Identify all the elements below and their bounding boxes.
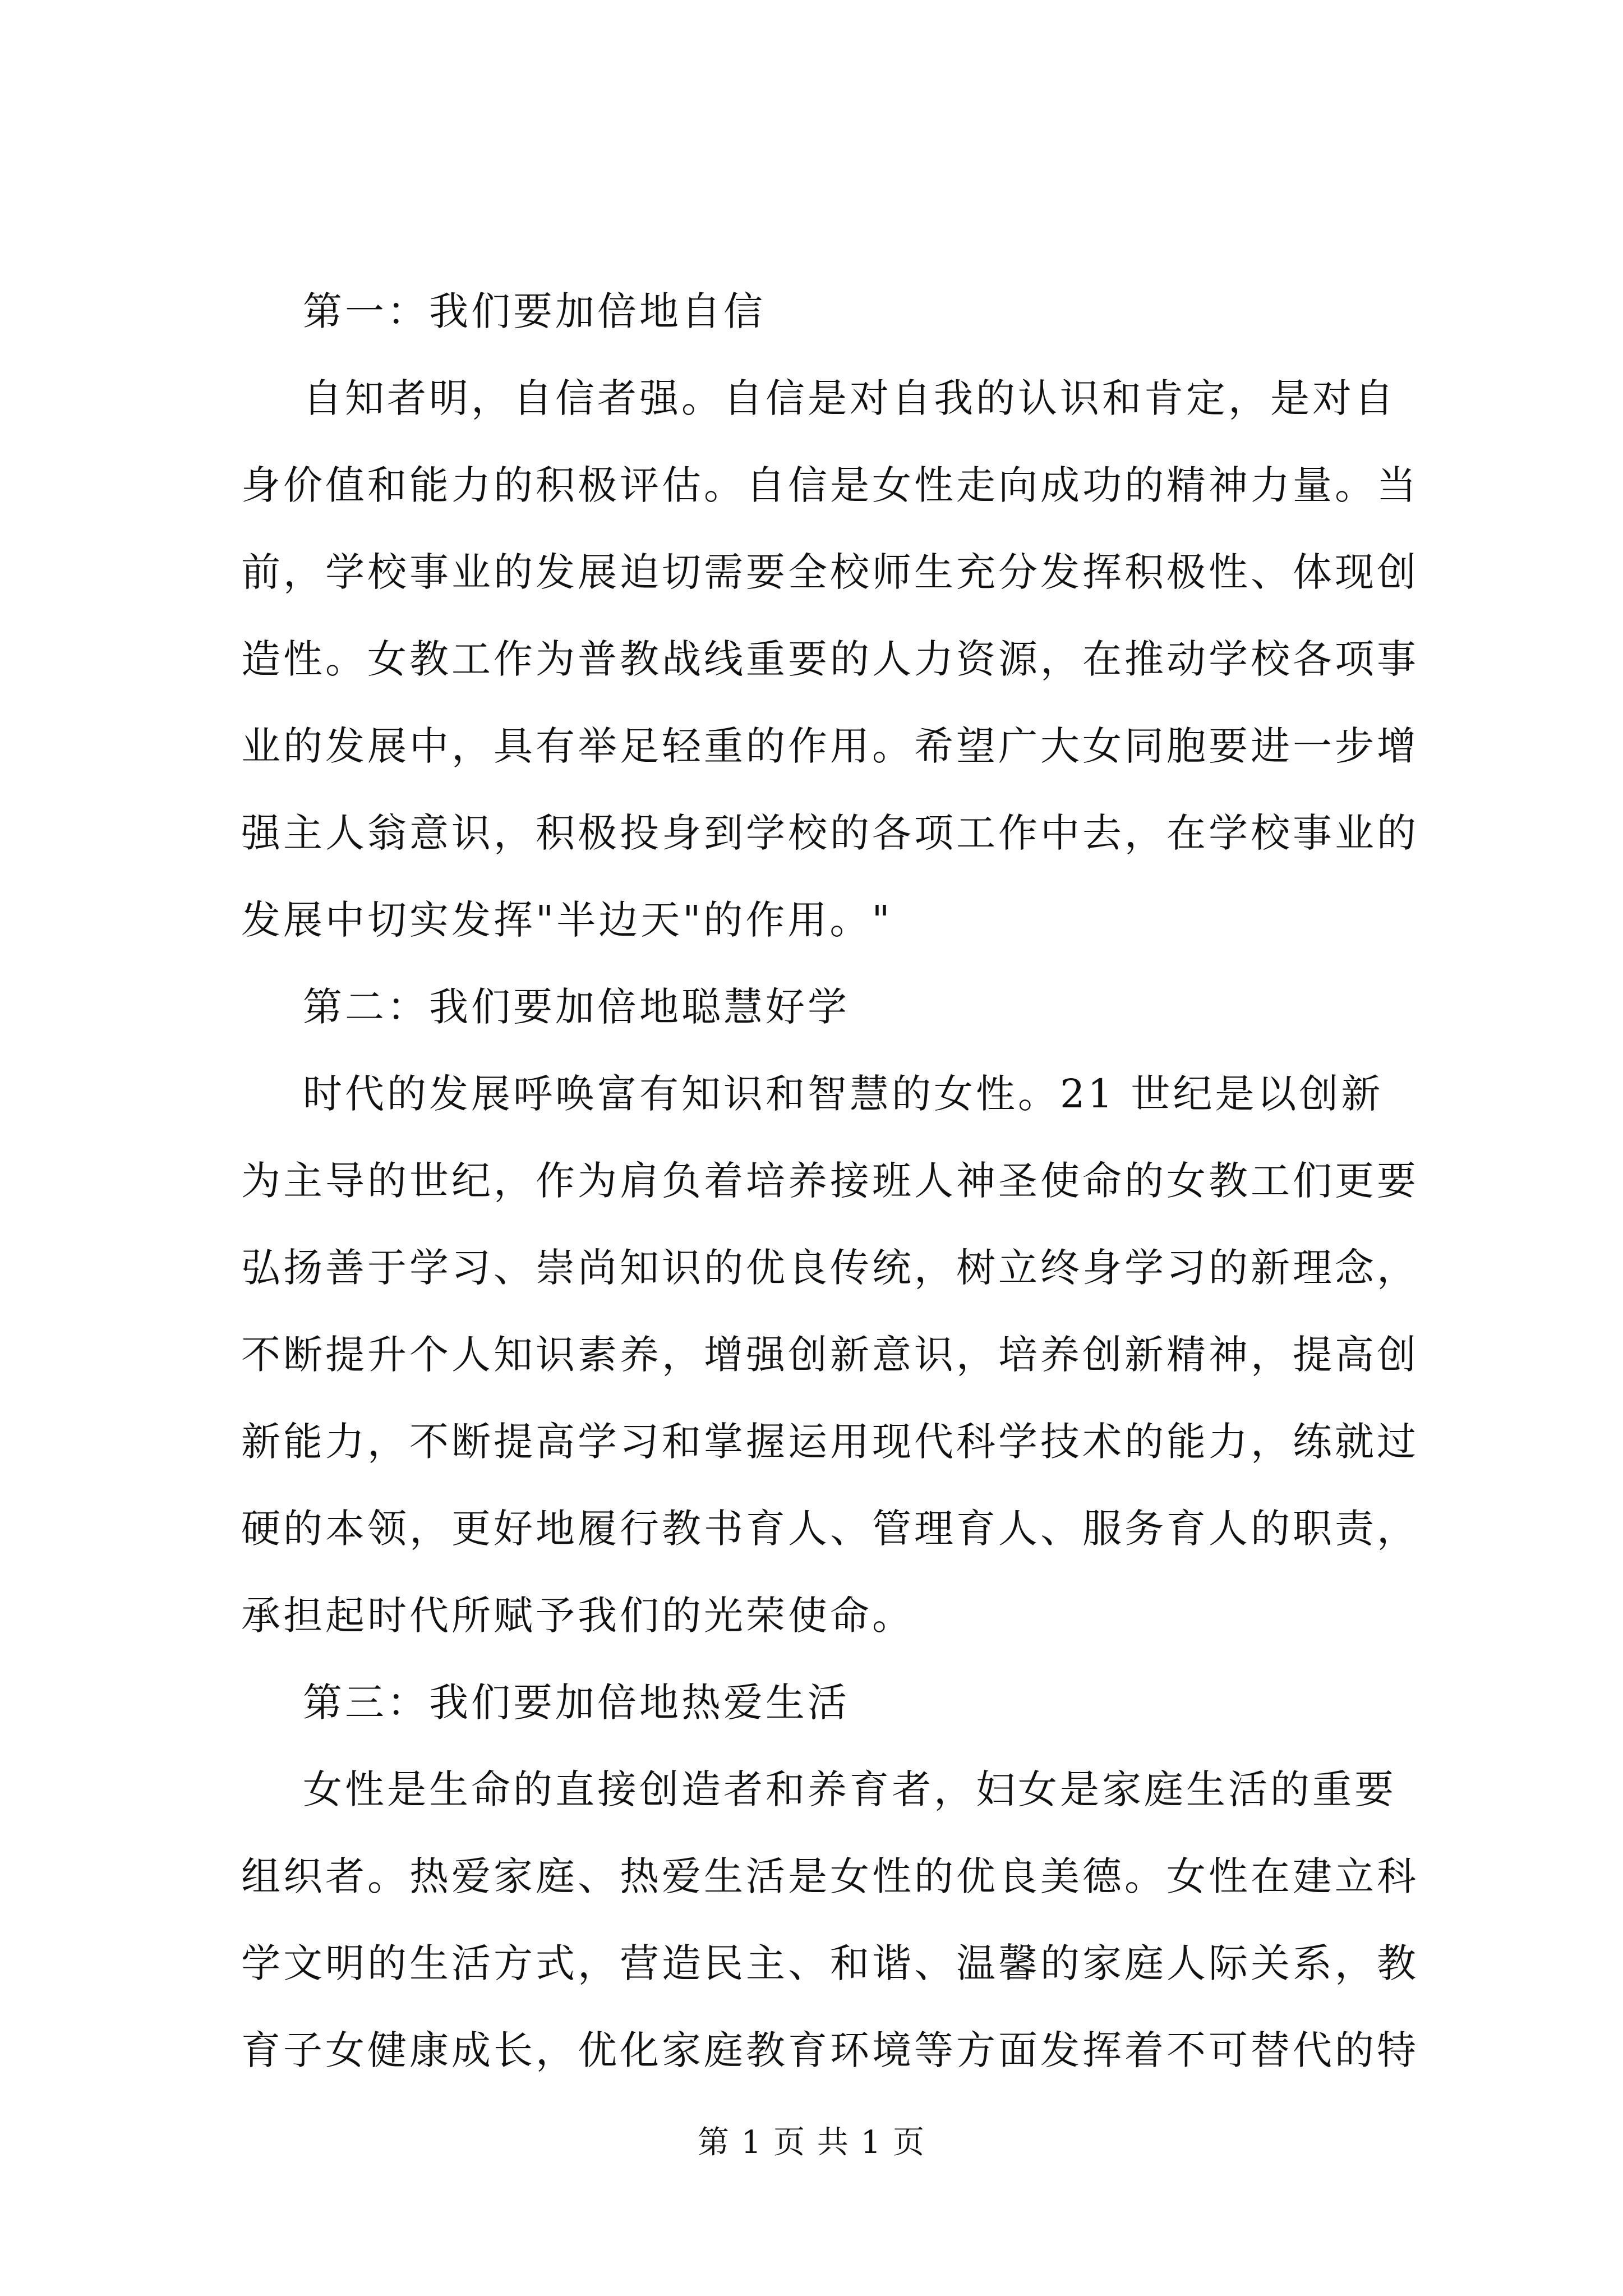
section-heading-1: 第一：我们要加倍地自信: [303, 288, 766, 334]
paragraph-line: 自知者明，自信者强。自信是对自我的认识和肯定，是对自: [303, 375, 1396, 421]
section-heading-2: 第二：我们要加倍地聪慧好学: [303, 984, 850, 1030]
paragraph-line: 时代的发展呼唤富有知识和智慧的女性。21 世纪是以创新: [303, 1071, 1384, 1117]
paragraph-line: 身价值和能力的积极评估。自信是女性走向成功的精神力量。当: [241, 462, 1419, 508]
paragraph-line: 为主导的世纪，作为肩负着培养接班人神圣使命的女教工们更要: [241, 1158, 1419, 1204]
paragraph-line: 业的发展中，具有举足轻重的作用。希望广大女同胞要进一步增: [241, 723, 1419, 769]
paragraph-line: 发展中切实发挥"半边天"的作用。": [241, 897, 893, 943]
section-heading-3: 第三：我们要加倍地热爱生活: [303, 1680, 850, 1726]
paragraph-line: 不断提升个人知识素养，增强创新意识，培养创新精神，提高创: [241, 1332, 1419, 1378]
paragraph-line: 育子女健康成长，优化家庭教育环境等方面发挥着不可替代的特: [241, 2027, 1419, 2073]
document-body: [241, 288, 1419, 2118]
paragraph-line: 造性。女教工作为普教战线重要的人力资源，在推动学校各项事: [241, 636, 1419, 682]
paragraph-line: 女性是生命的直接创造者和养育者，妇女是家庭生活的重要: [303, 1766, 1396, 1812]
paragraph-line: 新能力，不断提高学习和掌握运用现代科学技术的能力，练就过: [241, 1419, 1419, 1465]
paragraph-line: 组织者。热爱家庭、热爱生活是女性的优良美德。女性在建立科: [241, 1853, 1419, 1899]
page-footer: 第 1 页 共 1 页: [697, 2124, 926, 2161]
paragraph-line: 承担起时代所赋予我们的光荣使命。: [241, 1593, 914, 1639]
paragraph-line: 前，学校事业的发展迫切需要全校师生充分发挥积极性、体现创: [241, 549, 1419, 595]
paragraph-line: 强主人翁意识，积极投身到学校的各项工作中去，在学校事业的: [241, 810, 1419, 856]
paragraph-line: 学文明的生活方式，营造民主、和谐、温馨的家庭人际关系，教: [241, 1940, 1419, 1986]
paragraph-line: 弘扬善于学习、崇尚知识的优良传统，树立终身学习的新理念，: [241, 1245, 1419, 1291]
paragraph-line: 硬的本领，更好地履行教书育人、管理育人、服务育人的职责，: [241, 1506, 1419, 1552]
